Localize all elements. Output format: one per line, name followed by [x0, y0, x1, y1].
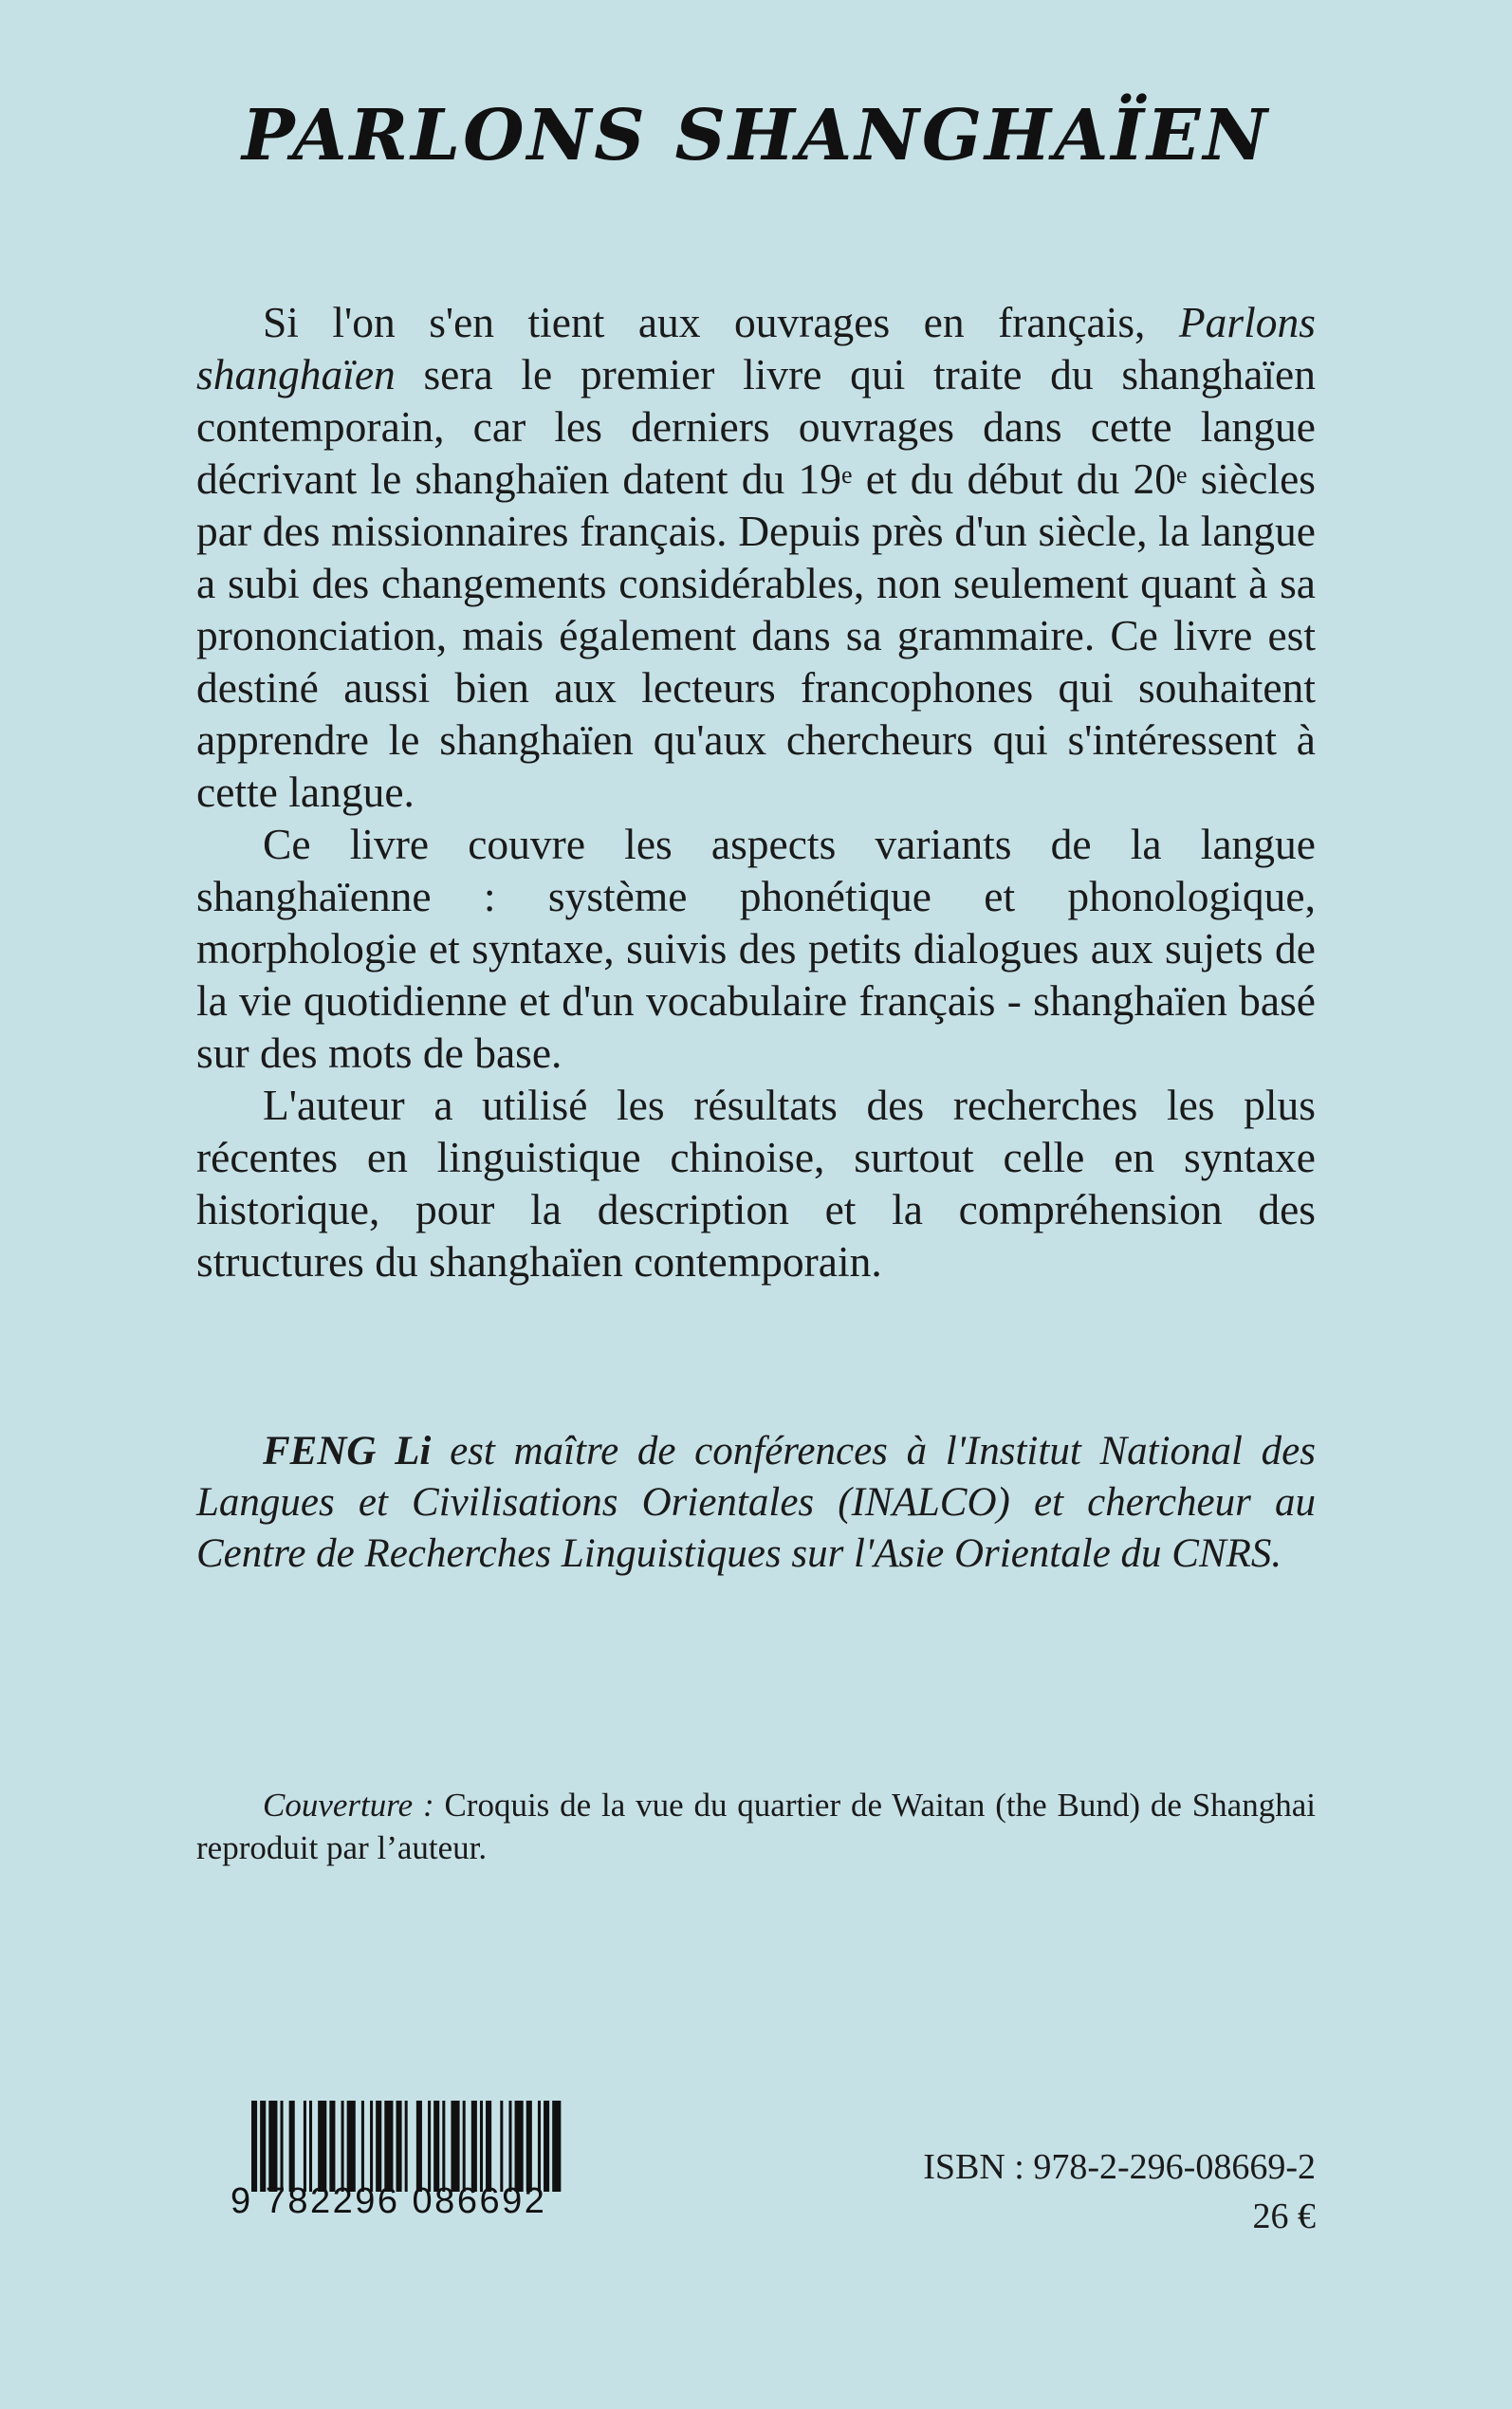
barcode-bar	[515, 2101, 524, 2192]
barcode-bar	[463, 2101, 466, 2192]
barcode-digits: 9 782296 086692	[230, 2181, 547, 2221]
paragraph-1-part-d: siècles par des missionnaires français. Depuis près d'un siècle, la langue a subi des changements considérables, non seulement quant à sa prononciation, mais également dans sa grammaire. Ce livre est destiné aussi bien aux lecteurs francophones qui souhaitent apprendre le shanghaïen qu'aux chercheurs qui s'intéressent à cette langue.	[196, 454, 1316, 816]
barcode-bar	[318, 2101, 326, 2192]
barcode-bars	[230, 2101, 562, 2192]
barcode-bar	[361, 2101, 364, 2192]
paragraph-1-part-c: et du début du 20	[852, 454, 1176, 503]
barcode-bar	[396, 2101, 402, 2192]
isbn: ISBN : 978-2-296-08669-2	[923, 2147, 1316, 2187]
barcode-bar	[281, 2101, 284, 2192]
barcode-bar	[552, 2101, 561, 2192]
author-name: FENG Li	[263, 1429, 432, 1473]
barcode-bar	[433, 2101, 439, 2192]
barcode-bar	[451, 2101, 459, 2192]
barcode	[230, 2101, 562, 2221]
barcode-bar	[260, 2101, 266, 2192]
paragraph-1-intro: Si l'on s'en tient aux ouvrages en français,	[263, 298, 1179, 346]
barcode-bar	[526, 2101, 532, 2192]
barcode-bar	[309, 2101, 312, 2192]
barcode-bar	[538, 2101, 541, 2192]
cover-credit	[196, 1784, 1316, 1869]
barcode-bar	[416, 2101, 422, 2192]
superscript-e-19: e	[840, 461, 853, 489]
barcode-bar	[341, 2101, 344, 2192]
barcode-bar	[384, 2101, 393, 2192]
barcode-bar	[500, 2101, 503, 2192]
barcode-bar	[376, 2101, 381, 2192]
book-title: PARLONS SHANGHAÏEN	[241, 95, 1271, 176]
book-title-inline: Parlons shanghaïen	[196, 298, 1316, 398]
summary-text	[196, 296, 1316, 1288]
barcode-bar	[405, 2101, 408, 2192]
summary-paragraph-2: Ce livre couvre les aspects variants de la langue shanghaïenne : système phonétique et phonologique, morphologie et syntaxe, suivis des petits dialogues aux sujets de la vie quotidienne et d'un vocabulaire français - shanghaïen basé sur des mots de base.	[196, 820, 1316, 1077]
barcode-bar	[251, 2101, 257, 2192]
barcode-bar	[544, 2101, 549, 2192]
barcode-bar	[428, 2101, 431, 2192]
barcode-bar	[471, 2101, 477, 2192]
barcode-bar	[442, 2101, 445, 2192]
superscript-e-20: e	[1175, 461, 1188, 489]
barcode-bar	[289, 2101, 295, 2192]
barcode-bar	[304, 2101, 306, 2192]
barcode-bar	[480, 2101, 483, 2192]
barcode-bar	[486, 2101, 491, 2192]
author-bio-text: est maître de conférences à l'Institut National des Langues et Civilisations Orientales (INALCO) et chercheur au Centre de Recherches Linguistiques sur l'Asie Orientale du CNRS.	[196, 1429, 1316, 1576]
summary-paragraph-3: L'auteur a utilisé les résultats des recherches les plus récentes en linguistique chinoise, surtout celle en syntaxe historique, pour la description et la compréhension des structures du shanghaïen contemporain.	[196, 1081, 1316, 1286]
barcode-bar	[268, 2101, 277, 2192]
barcode-bar	[508, 2101, 511, 2192]
paragraph-1-part-b: sera le premier livre qui traite du shanghaïen contemporain, car les derniers ouvrages dans cette langue décrivant le shanghaïen datent du 19	[196, 350, 1316, 503]
barcode-bar	[329, 2101, 335, 2192]
barcode-bar	[370, 2101, 373, 2192]
cover-credit-text: Croquis de la vue du quartier de Waitan (the Bund) de Shanghai reproduit par l’auteur.	[196, 1787, 1316, 1866]
author-bio	[196, 1426, 1316, 1580]
summary-paragraph-1	[196, 296, 1316, 818]
cover-credit-label: Couverture :	[263, 1787, 434, 1824]
price: 26 €	[1252, 2196, 1316, 2236]
barcode-bar	[347, 2101, 356, 2192]
